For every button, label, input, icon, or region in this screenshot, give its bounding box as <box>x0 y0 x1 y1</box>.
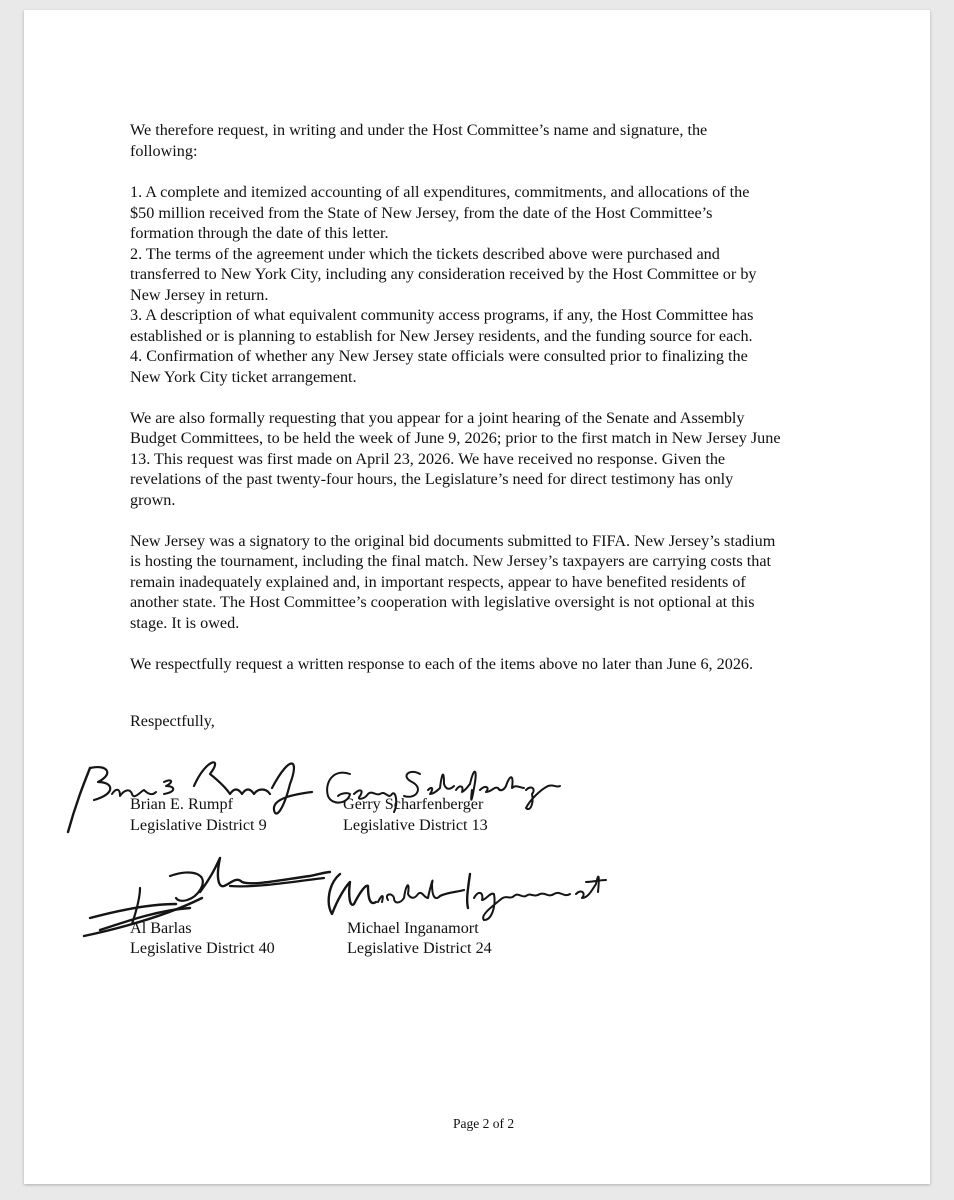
nj-line: New Jersey was a signatory to the original bid documents submitted to FIFA. New Jersey’s stadium <box>130 532 776 550</box>
nj-line: stage. It is owed. <box>130 614 240 632</box>
signatory-name-barlas: Al Barlas <box>130 919 192 937</box>
nj-line: is hosting the tournament, including the final match. New Jersey’s taxpayers are carrying costs that <box>130 552 772 570</box>
signatory-district-barlas: Legislative District 40 <box>130 939 275 957</box>
hearing-line: 13. This request was first made on April 23, 2026. We have received no response. Given the <box>130 450 726 468</box>
letter-page <box>24 10 930 1184</box>
signatory-name-rumpf: Brian E. Rumpf <box>130 795 233 813</box>
signature-barlas <box>80 846 340 946</box>
nj-line: remain inadequately explained and, in important respects, appear to have benefited residents of <box>130 573 746 591</box>
hearing-line: Budget Committees, to be held the week of June 9, 2026; prior to the first match in New Jersey June <box>130 429 781 447</box>
signatory-name-scharfenberger: Gerry Scharfenberger <box>343 795 484 813</box>
request-list-line: 4. Confirmation of whether any New Jersey state officials were consulted prior to finalizing the <box>130 347 748 365</box>
request-list-line: $50 million received from the State of New Jersey, from the date of the Host Committee’s <box>130 204 713 222</box>
signatory-district-inganamort: Legislative District 24 <box>347 939 492 957</box>
request-list-line: 3. A description of what equivalent community access programs, if any, the Host Committee has <box>130 306 754 324</box>
intro-line-1: We therefore request, in writing and under the Host Committee’s name and signature, the <box>130 121 708 139</box>
nj-line: another state. The Host Committee’s cooperation with legislative oversight is not optional at this <box>130 593 755 611</box>
request-list-line: 2. The terms of the agreement under which the tickets described above were purchased and <box>130 245 720 263</box>
response-request-line: We respectfully request a written response to each of the items above no later than June 6, 2026. <box>130 655 754 673</box>
request-list-line: formation through the date of this letter. <box>130 224 389 242</box>
signatory-name-inganamort: Michael Inganamort <box>347 919 479 937</box>
request-list-line: 1. A complete and itemized accounting of all expenditures, commitments, and allocations of the <box>130 183 750 201</box>
signature-scharfenberger <box>320 760 570 820</box>
hearing-line: We are also formally requesting that you appear for a joint hearing of the Senate and Assembly <box>130 409 745 427</box>
signatory-district-rumpf: Legislative District 9 <box>130 816 267 834</box>
hearing-line: grown. <box>130 491 176 509</box>
request-list-line: New Jersey in return. <box>130 286 269 304</box>
request-list-line: transferred to New York City, including any consideration received by the Host Committee or by <box>130 265 757 283</box>
intro-line-2: following: <box>130 142 198 160</box>
request-list-line: established or is planning to establish for New Jersey residents, and the funding source for each. <box>130 327 753 345</box>
page-number: Page 2 of 2 <box>453 1116 515 1131</box>
signature-inganamort <box>320 864 610 924</box>
closing: Respectfully, <box>130 712 215 730</box>
signatory-district-scharfenberger: Legislative District 13 <box>343 816 488 834</box>
signature-rumpf <box>60 748 320 838</box>
hearing-line: revelations of the past twenty-four hours, the Legislature’s need for direct testimony has only <box>130 470 734 488</box>
request-list-line: New York City ticket arrangement. <box>130 368 357 386</box>
